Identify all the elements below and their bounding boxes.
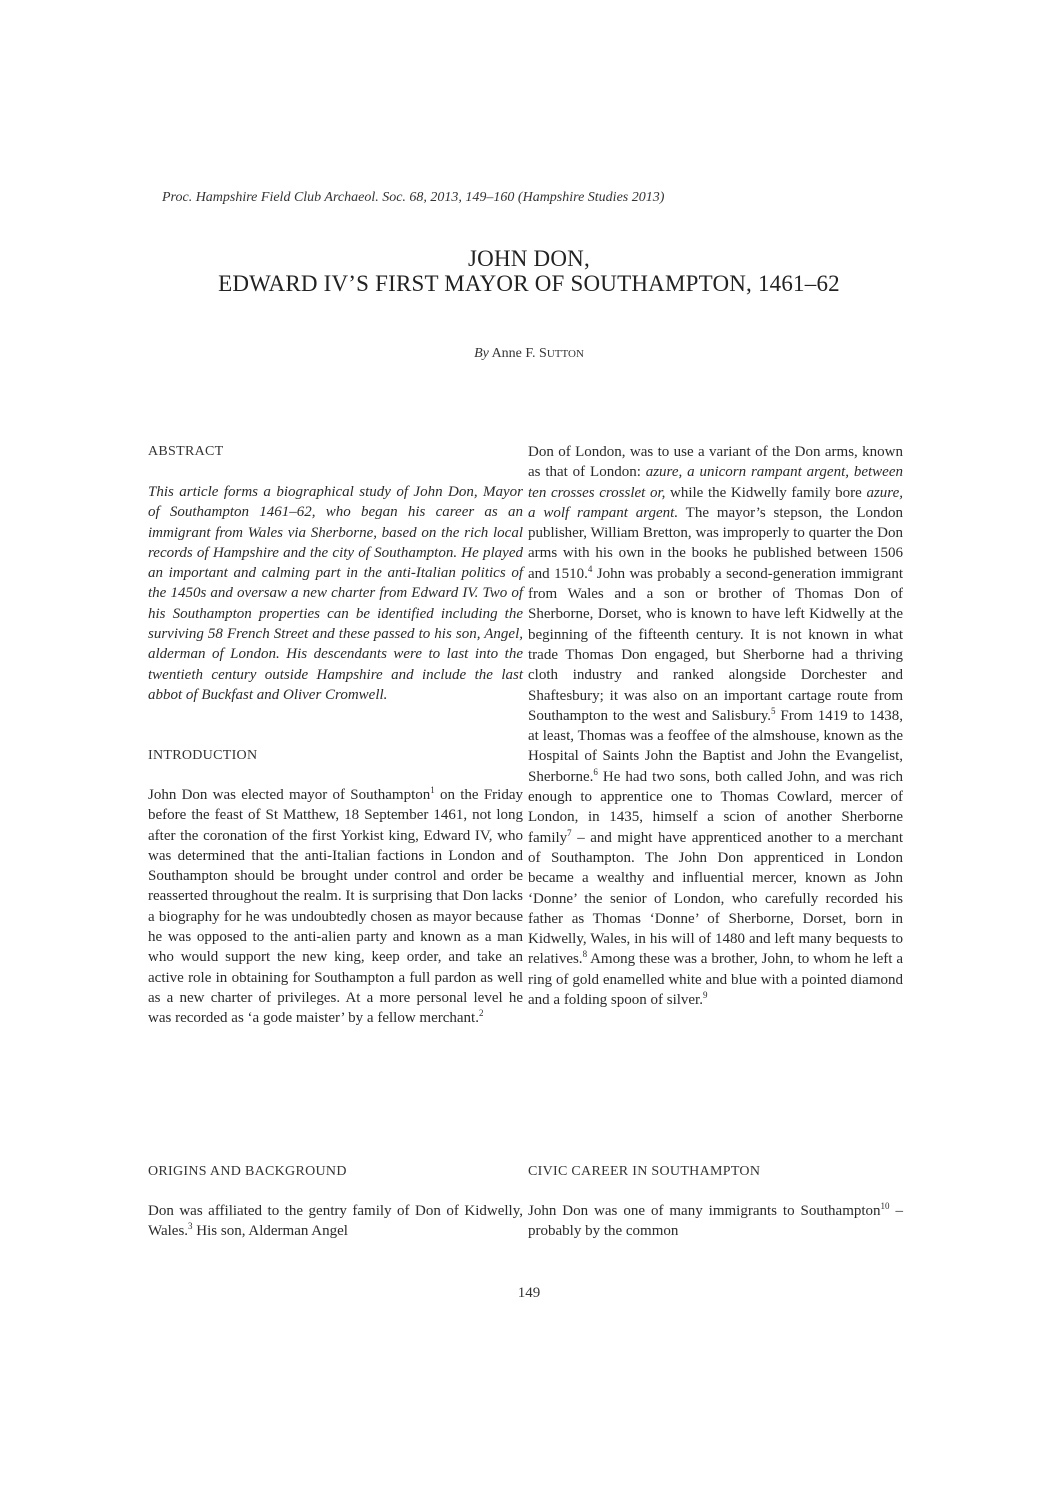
civic-career-heading: CIVIC CAREER IN SOUTHAMPTON [528,1164,761,1179]
footnote-ref: 3 [188,1221,193,1232]
rc-blazon-kidwelly: azure, a wolf rampant argent. [528,484,903,521]
rc-text: Among these was a brother, John, to whom he left a ring of gold enamelled white and blue with a pointed diamond and a folding spoon of silver. [528,951,903,1009]
civic-text-1: John Don was one of many immigrants to Southampton [528,1203,881,1219]
rc-text: while the Kidwelly family bore [665,484,867,501]
introduction-heading: INTRODUCTION [148,748,258,763]
intro-text-1: John Don was elected mayor of Southampton [148,787,431,803]
rc-text: The mayor’s stepson, the London publisher, William Bretton, was improperly to quarter the Don arms with his own in the books he published between 1506 and 1510. [528,504,903,582]
author-name [492,346,584,361]
abstract-text: This article forms a biographical study of John Don, Mayor of Southampton 1461–62, who began his career as an immigrant from Wales via Sherborne, based on the rich local records of Hampshire and the city of Southampton. He played an important and calming part in the anti-Italian politics of the 1450s and oversaw a new charter from Edward IV. Two of his Southampton properties can be identified including the surviving 58 French Street and these passed to his son, Angel, alderman of London. His descendants were to last into the twentieth century outside Hampshire and include the last abbot of Buckfast and Oliver Cromwell. [148,484,523,703]
rc-text: He had two sons, both called John, and was rich enough to apprentice one to Thomas Cowlard, mercer of London, in 1435, himself a scion of another Sherborne family [528,768,903,846]
rc-text: From 1419 to 1438, at least, Thomas was a feoffee of the almshouse, known as the Hospital of Saints John the Baptist and John the Evangelist, Sherborne. [528,707,903,785]
footnote-ref: 10 [880,1201,890,1211]
abstract-heading: ABSTRACT [148,444,224,459]
byline-prefix: By [474,346,489,361]
introduction-paragraph [148,785,523,1029]
footnote-ref: 5 [771,705,776,716]
footnote-ref: 9 [702,990,708,1001]
page-number: 149 [517,1285,541,1301]
intro-text-2: on the Friday before the feast of St Matthew, 18 September 1461, not long after the coronation of the first Yorkist king, Edward IV, who was determined that the anti-Italian factions in London and Southampton should be brought under control and order be reasserted throughout the realm. It is surprising that Don lacks a biography for he was undoubtedly chosen as mayor because he was opposed to the anti-alien party and known as a man who would support the new king, keep order, and take an active role in obtaining for Southampton a full pardon as well as a new charter of privileges. At a more personal level he was recorded as ‘a gode maister’ by a fellow merchant. [148,787,523,1027]
author-name-part: Anne F. S [491,346,547,361]
footnote-ref: 4 [587,563,593,574]
civic-text-2: – probably by the common [528,1203,903,1240]
rc-text: Don of London, was to use a variant of the Don arms, known as that of London: [528,444,903,481]
journal-citation: Proc. Hampshire Field Club Archaeol. Soc. 68, 2013, 149–160 (Hampshire Studies 2013) [162,190,665,205]
origins-text-1: Don was affiliated to the gentry family of Don of Kidwelly, Wales. [148,1203,523,1240]
origins-paragraph [148,1201,523,1242]
author-name-smallcaps: UTTON [546,348,584,360]
right-column-paragraph [528,442,903,1010]
rc-text: – and might have apprenticed another to a merchant of Southampton. The John Don apprenticed in London became a wealthy and influential mercer, known as John ‘Donne’ the senior of London, who carefully recorded his father as Thomas ‘Donne’ of Sherborne, Dorset, born in Kidwelly, Wales, in his will of 1480 and left many bequests to relatives. [528,829,903,968]
civic-career-paragraph [528,1201,903,1242]
article-title [100,246,958,296]
origins-heading: ORIGINS AND BACKGROUND [148,1164,347,1179]
rc-text: John was probably a second-generation immigrant from Wales and a son or brother of Thomas Don of Sherborne, Dorset, who is known to have left Kidwelly at the beginning of the fifteenth century. It is not known in what trade Thomas Don engaged, but Sherborne had a thriving cloth industry and ranked alongside Dorchester and Shaftesbury; it was also on an important cartage route from Southampton to the west and Salisbury. [528,565,903,724]
title-line-2: EDWARD IV’S FIRST MAYOR OF SOUTHAMPTON, 1461–62 [218,271,840,296]
footnote-ref: 8 [582,949,588,960]
footnote-ref: 7 [567,827,572,838]
rc-blazon-london: azure, a unicorn rampant argent, between ten crosses crosslet or, [528,464,903,501]
footnote-ref: 6 [593,766,598,777]
footnote-ref: 1 [430,785,435,795]
title-line-1: JOHN DON, [468,246,590,271]
footnote-ref: 2 [478,1008,484,1019]
origins-text-2: His son, Alderman Angel [192,1223,348,1240]
author-byline [100,346,958,362]
